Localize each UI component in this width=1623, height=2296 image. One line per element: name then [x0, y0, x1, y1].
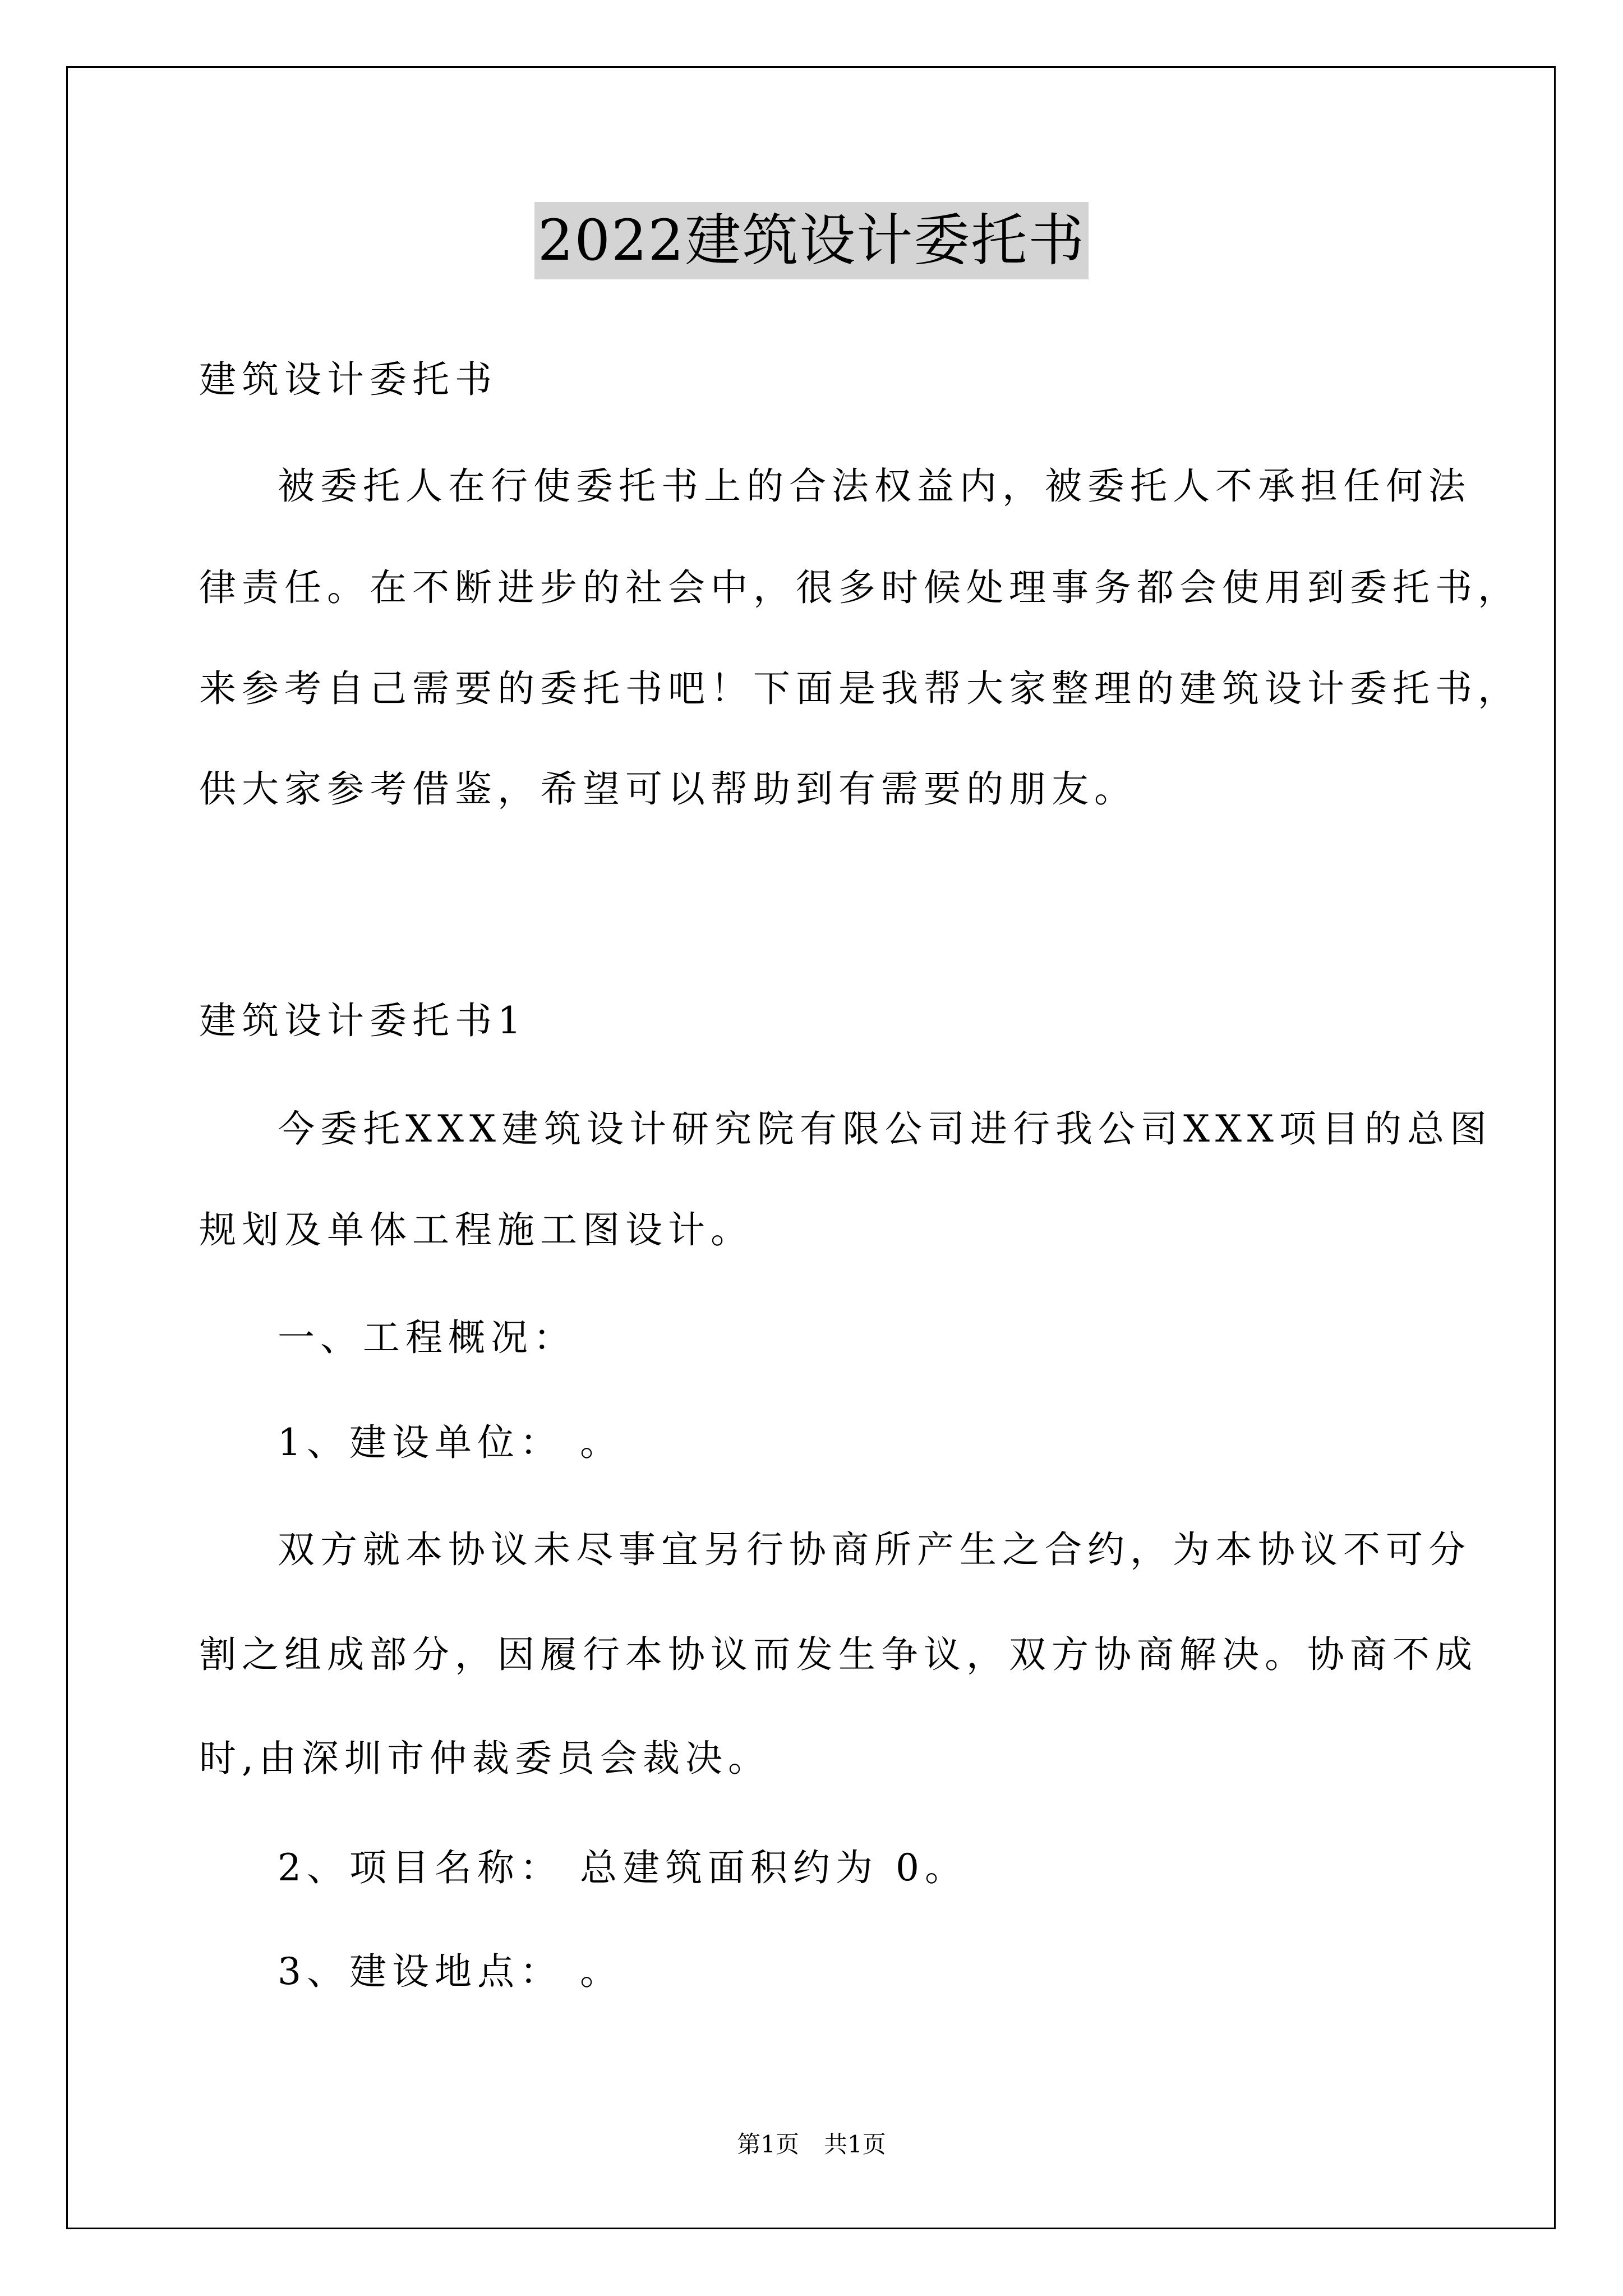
page-number: 第1页: [737, 2131, 799, 2158]
paragraph-line: 双方就本协议未尽事宜另行协商所产生之合约，为本协议不可分: [278, 1528, 1471, 1571]
paragraph-line: 规划及单体工程施工图设计。: [199, 1208, 753, 1251]
paragraph-line: 时,由深圳市仲裁委员会裁决。: [199, 1737, 771, 1780]
title-container: [0, 202, 1623, 279]
paragraph-line: 一、工程概况：: [278, 1316, 576, 1359]
paragraph-line: 被委托人在行使委托书上的合法权益内，被委托人不承担任何法: [278, 464, 1471, 508]
paragraph-line: 来参考自己需要的委托书吧！下面是我帮大家整理的建筑设计委托书，: [199, 667, 1520, 710]
paragraph-line: 供大家参考借鉴，希望可以帮助到有需要的朋友。: [199, 767, 1137, 811]
paragraph-line: 3、建设地点： 。: [278, 1950, 623, 1993]
page-footer: [0, 2129, 1623, 2160]
paragraph-line: 1、建设单位： 。: [278, 1421, 623, 1464]
section-heading: 建筑设计委托书1: [199, 999, 527, 1042]
paragraph-line: 2、项目名称： 总建筑面积约为 0。: [278, 1846, 967, 1889]
section-heading: 建筑设计委托书: [199, 358, 497, 401]
paragraph-line: 今委托XXX建筑设计研究院有限公司进行我公司XXX项目的总图: [278, 1107, 1492, 1151]
document-title: 2022建筑设计委托书: [534, 202, 1089, 279]
page-total: 共1页: [824, 2131, 886, 2158]
paragraph-line: 割之组成部分，因履行本协议而发生争议，双方协商解决。协商不成: [199, 1633, 1478, 1676]
paragraph-line: 律责任。在不断进步的社会中，很多时候处理事务都会使用到委托书，: [199, 566, 1520, 609]
